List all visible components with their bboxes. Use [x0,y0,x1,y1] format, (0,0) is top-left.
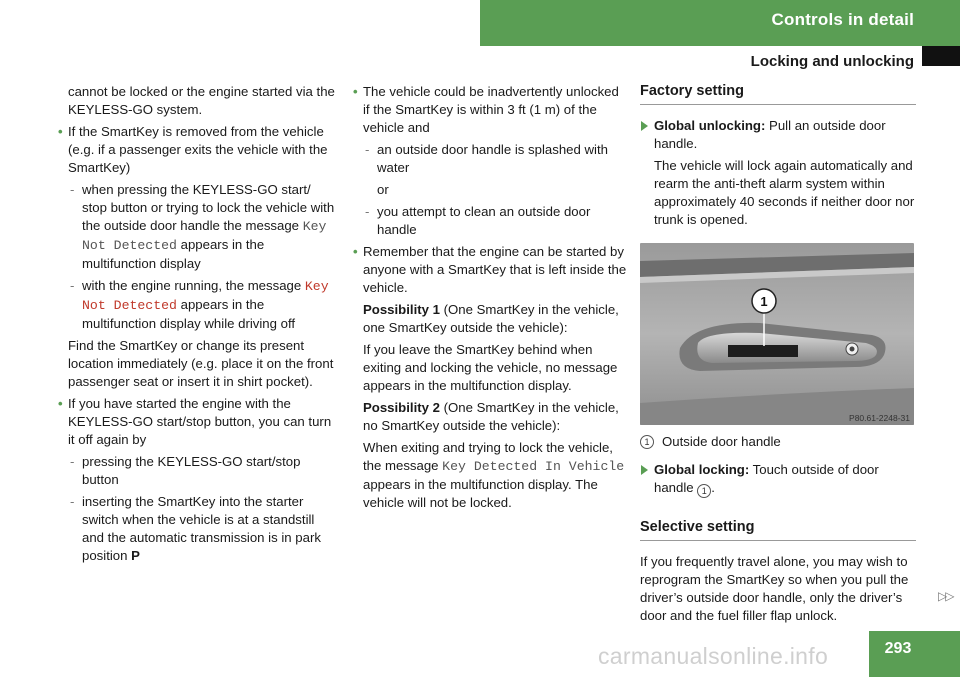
text: (One SmartKey in the vehicle, one SmartKey outside the vehicle): [363,302,619,335]
paragraph: If you frequently travel alone, you may wish to reprogram the SmartKey so when you pull the driver’s outside door handle, only the driver’s door and the fuel filler flap unlock. [640,554,909,623]
image-caption [640,433,916,451]
caption-text: Outside door handle [662,434,781,449]
door-handle-image [640,243,914,425]
section-heading: Factory setting [640,82,916,105]
possibility-label: Possibility 1 [363,302,440,317]
paragraph [351,301,627,337]
image-callout: 1 [760,294,768,309]
step-label: Global locking: [654,462,750,477]
text: appears in the multifunction display while driving off [82,297,296,331]
column-3 [640,80,916,627]
subsection-title: Locking and unlocking [750,53,914,70]
dash-item [56,277,336,333]
bullet-item: • If you have started the engine with the KEYLESS-GO start/stop button, you can turn it off again by [56,395,336,449]
section-heading: Selective setting [640,518,916,541]
text: inserting the SmartKey into the starter switch when the vehicle is at a standstill and the automatic transmission is in park position [82,494,321,563]
section-title: Controls in detail [771,10,914,29]
text: (One SmartKey in the vehicle, no SmartKey outside the vehicle): [363,400,619,433]
instruction-step [640,461,916,498]
display-message: Key Not Detected [82,219,327,253]
callout-number: 1 [640,435,654,449]
text: Touch outside of door handle [654,462,879,495]
watermark: carmanualsonline.info [598,643,829,669]
callout-number: 1 [697,484,711,498]
text: appears in the multifunction display [82,237,265,271]
paragraph: or [377,182,389,197]
step-label: Global unlocking: [654,118,766,133]
text: appears in the multifunction display. The vehicle will not be locked. [363,477,598,510]
door-handle-illustration [640,243,914,425]
bullet-item: • The vehicle could be inadvertently unlocked if the SmartKey is within 3 ft (1 m) of the vehicle and [351,83,627,137]
image-code: P80.61-2248-31 [849,413,910,423]
park-position: P [131,548,140,563]
column-2 [351,83,627,516]
continue-arrows-icon: ▷▷ [938,589,953,603]
display-message: Key Detected In Vehicle [442,459,625,474]
dash-item [56,181,336,273]
dash-item [56,493,336,565]
paragraph: Find the SmartKey or change its present location immediately (e.g. place it on the front passenger seat or insert it in shirt pocket). [68,338,334,389]
dash-item: - you attempt to clean an outside door handle [351,203,627,239]
dash-item: - an outside door handle is splashed with water [351,141,627,177]
text: When exiting and trying to lock the vehicle, the message [363,440,613,473]
paragraph: cannot be locked or the engine started via the KEYLESS-GO system. [68,84,335,117]
dash-item: - pressing the KEYLESS-GO start/stop button [56,453,336,489]
bullet-item: • Remember that the engine can be started by anyone with a SmartKey that is left inside the vehicle. [351,243,627,297]
instruction-step [640,117,916,153]
possibility-label: Possibility 2 [363,400,440,415]
text: . [711,480,715,495]
bullet-item: • If the SmartKey is removed from the vehicle (e.g. if a passenger exits the vehicle with the SmartKey) [56,123,336,177]
paragraph: If you leave the SmartKey behind when exiting and locking the vehicle, no message appears in the multifunction display. [363,342,618,393]
page-number: 293 [884,640,912,657]
header-tab-marker [922,46,960,66]
paragraph [351,439,627,512]
paragraph [351,399,627,435]
text: when pressing the KEYLESS-GO start/ stop button or trying to lock the vehicle with the outside door handle the message [82,182,335,233]
display-message: Key Not Detected [82,279,329,313]
paragraph: The vehicle will lock again automatically and rearm the anti-theft alarm system within approximately 40 seconds if neither door nor trunk is opened. [654,158,915,227]
column-1 [56,83,336,569]
text: with the engine running, the message [82,278,305,293]
text: Pull an outside door handle. [654,118,886,151]
